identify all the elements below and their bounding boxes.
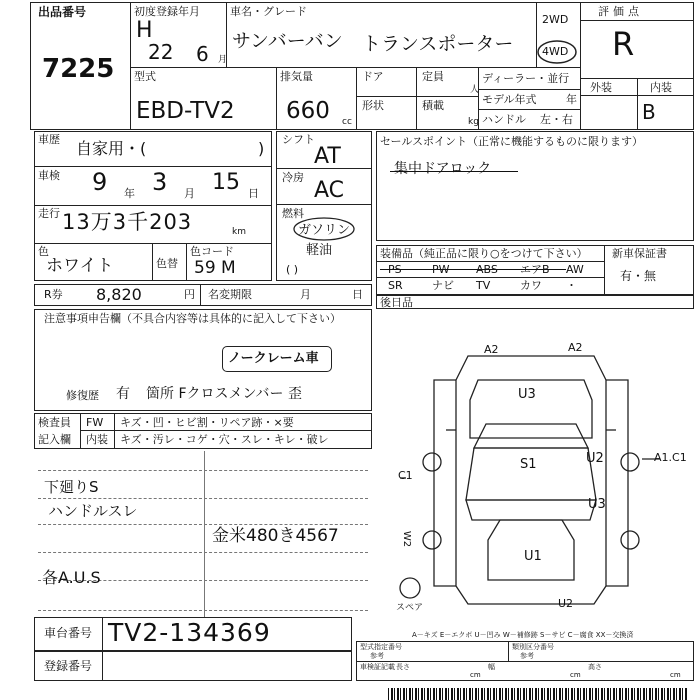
car-name: サンバーバン bbox=[232, 30, 343, 52]
fw-items: キズ・凹・ヒビ割・リペア跡・×要 bbox=[120, 416, 294, 429]
mark-u2-right: U2 bbox=[586, 451, 604, 466]
no-claim-text: ノークレーム車 bbox=[228, 351, 319, 366]
warranty-label: 新車保証書 bbox=[612, 247, 667, 260]
reg-year: 22 bbox=[148, 40, 174, 64]
warranty-options: 有・無 bbox=[620, 269, 657, 283]
color-label: 色 bbox=[38, 245, 49, 258]
drive-4wd: 4WD bbox=[542, 45, 569, 58]
mark-a2-right: A2 bbox=[568, 341, 583, 354]
type-designation: 型式指定番号 bbox=[360, 643, 402, 651]
model-year-label: モデル年式 bbox=[482, 93, 537, 106]
equip-label: 装備品（純正品に限り○をつけて下さい） bbox=[380, 247, 588, 260]
chassis-value: TV2-134369 bbox=[108, 618, 271, 647]
displacement-label: 排気量 bbox=[280, 70, 313, 83]
mark-u2-bottom: U2 bbox=[558, 597, 574, 610]
shape-label: 形状 bbox=[362, 99, 384, 112]
fw-label: FW bbox=[86, 416, 104, 429]
sales-value: 集中ドアロック bbox=[394, 161, 492, 177]
load-label: 積載 bbox=[422, 99, 444, 112]
yen-unit: 円 bbox=[184, 288, 195, 301]
sales-label: セールスポイント（正常に機能するものに限ります） bbox=[380, 135, 644, 148]
fuel-diesel: 軽油 bbox=[306, 243, 333, 258]
chassis-label: 車台番号 bbox=[44, 626, 93, 640]
reg-month: 6 bbox=[196, 42, 209, 66]
width-label: 幅 bbox=[488, 663, 495, 671]
fuel-label: 燃料 bbox=[282, 207, 304, 220]
cert-label: 車検証記載 bbox=[360, 663, 395, 671]
reg-label: 登録番号 bbox=[44, 659, 93, 673]
mark-c1: C1 bbox=[398, 469, 413, 482]
barcode bbox=[388, 688, 688, 700]
after-label: 後日品 bbox=[380, 296, 413, 309]
dealer-label: ディーラー・並行 bbox=[482, 72, 570, 85]
cm-unit-2: cm bbox=[570, 671, 581, 679]
handle-options: 左・右 bbox=[540, 113, 573, 126]
equipment-item: ABS bbox=[476, 263, 498, 276]
mark-u3-top: U3 bbox=[518, 387, 536, 402]
equipment-item: エアB bbox=[520, 263, 550, 276]
d-unit: 日 bbox=[248, 187, 259, 200]
grade: トランスポーター bbox=[362, 33, 514, 55]
km-unit: km bbox=[232, 227, 246, 237]
repaint-label: 色替 bbox=[156, 257, 178, 270]
color-code-label: 色コード bbox=[190, 245, 234, 258]
displacement-value: 660 bbox=[286, 98, 330, 124]
mark-u3-right: U3 bbox=[588, 497, 606, 512]
inspection-label: 車検 bbox=[38, 169, 60, 182]
kg-unit: kg bbox=[468, 117, 479, 127]
capacity-label: 定員 bbox=[422, 70, 444, 83]
inspection-month: 3 bbox=[152, 168, 168, 196]
repair-mark: 有 bbox=[116, 386, 130, 402]
year-unit: 年 bbox=[566, 93, 577, 106]
mark-a2-left: A2 bbox=[484, 343, 499, 356]
rename-month: 月 bbox=[300, 288, 311, 301]
era: H bbox=[136, 18, 153, 43]
mark-w2: W2 bbox=[401, 530, 413, 548]
color-value: ホワイト bbox=[46, 256, 114, 276]
name-grade-label: 車名・グレード bbox=[230, 5, 307, 18]
inspection-year: 9 bbox=[92, 168, 108, 196]
note-line-4: 各A.U.S bbox=[42, 568, 101, 587]
mileage-value: 13万3千203 bbox=[62, 210, 193, 234]
in-items: キズ・汚レ・コゲ・穴・スレ・キレ・破レ bbox=[120, 433, 329, 446]
mileage-label: 走行 bbox=[38, 207, 60, 220]
note-line-3: 金米480き4567 bbox=[212, 526, 339, 546]
shift-label: シフト bbox=[282, 133, 315, 146]
m-unit: 月 bbox=[184, 187, 195, 200]
door-label: ドア bbox=[362, 70, 384, 83]
notes-label: 注意事項申告欄（不具合内容等は具体的に記入して下さい） bbox=[44, 312, 341, 325]
lot-label: 出品番号 bbox=[38, 5, 87, 19]
note-line-1: 下廻りS bbox=[44, 478, 99, 496]
entry-label: 記入欄 bbox=[38, 433, 71, 446]
class-number: 類別区分番号 bbox=[512, 643, 554, 651]
y-unit: 年 bbox=[124, 187, 135, 200]
score-value: R bbox=[612, 25, 635, 63]
model-label: 型式 bbox=[134, 70, 156, 83]
equipment-item: ・ bbox=[566, 279, 577, 292]
legend: A－キズ E－エクボ U－凹み W－補修跡 S－サビ C－腐食 XX－交換済 bbox=[412, 631, 634, 639]
ac-label: 冷房 bbox=[282, 171, 304, 184]
exterior-label: 外装 bbox=[590, 81, 612, 94]
fuel-other: ( ) bbox=[286, 263, 299, 276]
color-code-value: 59 M bbox=[194, 258, 236, 278]
person-unit: 人 bbox=[470, 85, 480, 95]
equipment-item: AW bbox=[566, 263, 584, 276]
shift-value: AT bbox=[314, 144, 341, 169]
model-value: EBD-TV2 bbox=[136, 98, 235, 124]
rename-label: 名変期限 bbox=[208, 288, 252, 301]
cm-unit-1: cm bbox=[470, 671, 481, 679]
drive-2wd: 2WD bbox=[542, 13, 569, 26]
history-label: 車歴 bbox=[38, 133, 60, 146]
inspection-day: 15 bbox=[212, 170, 240, 195]
spare-label: スペア bbox=[396, 603, 424, 613]
ref-2: 参考 bbox=[520, 652, 534, 660]
history-value: 自家用・( bbox=[76, 139, 147, 158]
length-label: 長さ bbox=[396, 663, 410, 671]
score-label: 評価点 bbox=[598, 5, 643, 18]
in-label: 内装 bbox=[86, 433, 108, 446]
ac-value: AC bbox=[314, 178, 345, 203]
inspector-label: 検査員 bbox=[38, 416, 71, 429]
history-close: ) bbox=[258, 139, 265, 158]
recycle-value: 8,820 bbox=[96, 285, 142, 304]
equipment-item: SR bbox=[388, 279, 403, 292]
equipment-item: カワ bbox=[520, 279, 542, 292]
equipment-item: TV bbox=[476, 279, 491, 292]
equipment-item: PS bbox=[388, 263, 402, 276]
note-line-2: ハンドルスレ bbox=[48, 502, 138, 520]
fuel-gas: ガソリン bbox=[298, 223, 351, 238]
mark-a1c1: A1.C1 bbox=[654, 451, 687, 464]
recycle-label: R券 bbox=[44, 288, 63, 301]
first-reg-label: 初度登録年月 bbox=[134, 5, 200, 18]
lot-number: 7225 bbox=[42, 54, 115, 84]
ref-1: 参考 bbox=[370, 652, 384, 660]
equipment-item: PW bbox=[432, 263, 450, 276]
cc-unit: cc bbox=[342, 117, 352, 127]
month-unit: 月 bbox=[218, 55, 228, 65]
mark-s1: S1 bbox=[520, 457, 537, 472]
equipment-item: ナビ bbox=[432, 279, 454, 292]
mark-u1: U1 bbox=[524, 549, 542, 564]
handle-label: ハンドル bbox=[482, 113, 526, 126]
interior-score: B bbox=[642, 100, 656, 124]
repair-text: 箇所 Fクロスメンバー 歪 bbox=[146, 386, 302, 402]
cm-unit-3: cm bbox=[670, 671, 681, 679]
interior-label: 内装 bbox=[650, 81, 672, 94]
repair-label: 修復歴 bbox=[66, 389, 99, 402]
rename-day: 日 bbox=[352, 288, 363, 301]
height-label: 高さ bbox=[588, 663, 602, 671]
